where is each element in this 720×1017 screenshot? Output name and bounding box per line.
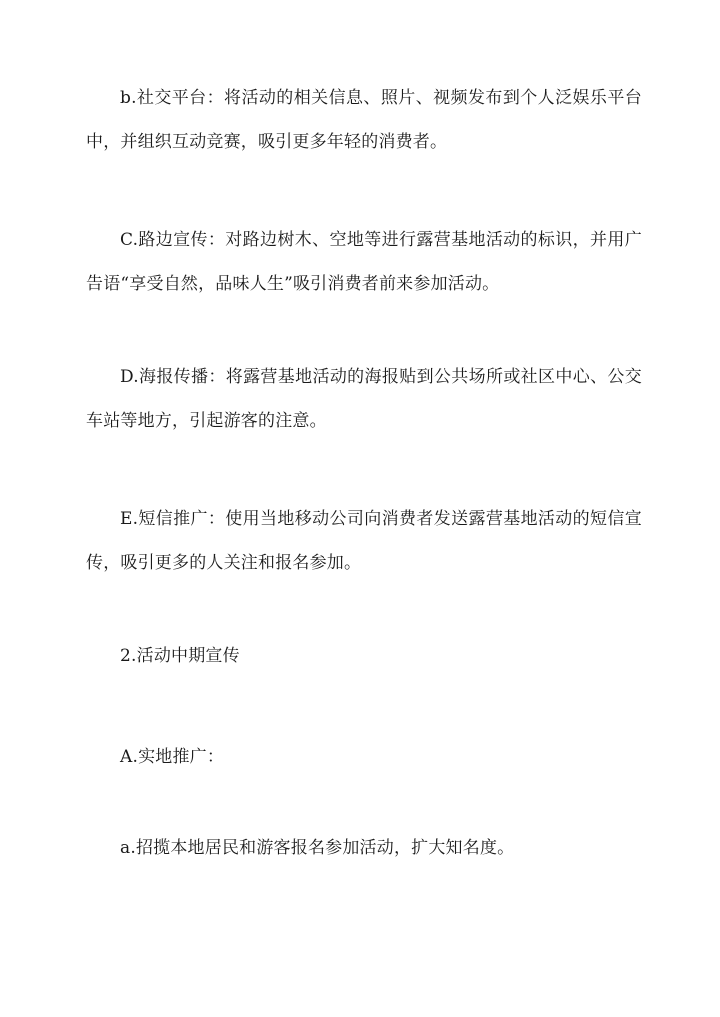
subheading-onsite-promotion: A.实地推广： — [120, 747, 225, 767]
paragraph-sms-promotion: E.短信推广：使用当地移动公司向消费者发送露营基地活动的短信宣传，吸引更多的人关注和报名参加。 — [86, 509, 642, 573]
paragraph-roadside-promotion: C.路边宣传：对路边树木、空地等进行露营基地活动的标识，并用广告语“享受自然，品味人生”吸引消费者前来参加活动。 — [86, 230, 642, 294]
paragraph-recruit-participants: a.招揽本地居民和游客报名参加活动，扩大知名度。 — [120, 838, 515, 858]
paragraph-social-platform: b.社交平台：将活动的相关信息、照片、视频发布到个人泛娱乐平台中，并组织互动竞赛，吸引更多年轻的消费者。 — [86, 88, 642, 152]
section-heading-mid-event: 2.活动中期宣传 — [120, 646, 240, 666]
paragraph-poster-distribution: D.海报传播：将露营基地活动的海报贴到公共场所或社区中心、公交车站等地方，引起游客的注意。 — [86, 367, 642, 431]
